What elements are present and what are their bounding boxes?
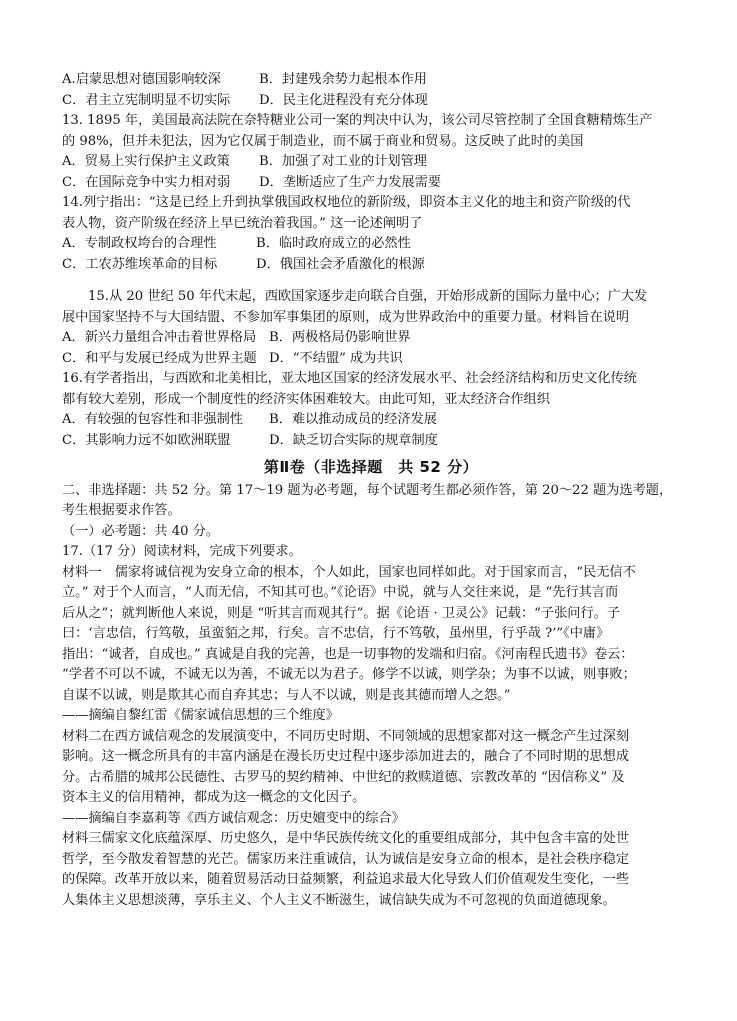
q12-options-row-2 xyxy=(62,91,680,112)
material-3-line: 人集体主义思想淡薄，享乐主义、个人主义不断滋生，诚信缺失成为不可忽视的负面道德现象。 xyxy=(62,892,616,908)
q15-option-a: A．新兴力量组合冲击着世界格局 xyxy=(62,330,257,345)
material-2 xyxy=(62,727,680,830)
q12-options-row-1 xyxy=(62,70,680,91)
q13-option-b: B．加强了对工业的计划管理 xyxy=(259,154,427,169)
q16-options-row-2 xyxy=(62,431,680,452)
q14-option-b: B．临时政府成立的必然性 xyxy=(256,236,411,251)
q14-stem-line-1: 14.列宁指出：“这是已经上升到执掌俄国政权地位的新阶级，即资本主义化的地主和资产阶级的代 xyxy=(62,195,631,210)
q15-stem-line-2: 展中国家坚持不与大国结盟、不参加军事集团的原则，成为世界政治中的重要力量。材料旨在说明 xyxy=(62,309,630,325)
material-3 xyxy=(62,829,680,911)
q13-option-c: C．在国际竞争中实力相对弱 xyxy=(62,174,231,190)
q12-option-a: A.启蒙思想对德国影响较深 xyxy=(62,72,221,87)
q12-option-d: D．民主化进程没有充分体现 xyxy=(259,92,428,108)
q16-option-b: B．难以推动成员的经济发展 xyxy=(269,412,437,427)
part2-instruction-line-1: 二、非选择题：共 52 分。第 17～19 题为必考题，每个试题考生都必须作答，第 20～22 题为选考题， xyxy=(62,482,673,498)
q15-option-d: D．“不结盟” 成为共识 xyxy=(269,350,403,366)
section-title: 第Ⅱ卷（非选择题 共 52 分） xyxy=(263,458,479,476)
q13-stem-line-2: 的 98%，但并未犯法，因为它仅属于制造业，而不属于商业和贸易。这反映了此时的美国 xyxy=(62,133,584,149)
q15-options-row-1 xyxy=(62,328,680,349)
q15-option-b: B．两极格局仍影响世界 xyxy=(269,330,411,345)
material-1-source: ——摘编自黎红雷《儒家诚信思想的三个维度》 xyxy=(62,708,339,723)
q15-stem-line-1: 15.从 20 世纪 50 年代末起，西欧国家逐步走向联合自强，开始形成新的国际力量中心；广大发 xyxy=(88,289,648,304)
material-1-line: 后从之”；就判断他人来说，则是 “听其言而观其行”。据《论语 · 卫灵公》记载：“子张问行。子 xyxy=(62,605,621,621)
material-2-line: 影响。这一概念所具有的丰富内涵是在漫长历史过程中逐步添加进去的，融合了不同时期的思想成 xyxy=(62,749,630,764)
material-1-line: 自谋不以诚，则是欺其心而自弃其忠；与人不以诚，则是丧其德而增人之怨。” xyxy=(62,687,511,703)
material-2-line: 资本主义的信用精神，都成为这一概念的文化因子。 xyxy=(62,790,366,805)
q14-option-d: D．俄国社会矛盾激化的根源 xyxy=(256,256,425,272)
q16-options-row-1 xyxy=(62,410,680,431)
q15-options-row-2 xyxy=(62,349,680,370)
required-questions-heading: （一）必考题：共 40 分。 xyxy=(62,523,220,539)
q14-options-row-1 xyxy=(62,234,680,255)
q17-heading: 17.（17 分）阅读材料，完成下列要求。 xyxy=(62,544,302,559)
material-1-line: 曰：‘言忠信，行笃敬，虽蛮貊之邦，行矣。言不忠信，行不笃敬，虽州里，行乎哉 ?’”《中庸》 xyxy=(62,626,610,641)
q12-option-b: B．封建残余势力起根本作用 xyxy=(259,72,427,87)
material-1-line: 材料一 儒家将诚信视为安身立命的根本，个人如此，国家也同样如此。对于国家而言，“民无信不 xyxy=(62,564,636,580)
q14-stem-line-2: 表人物，资产阶级在经济上早已统治着我国。” 这一论述阐明了 xyxy=(62,215,423,231)
q13-option-a: A．贸易上实行保护主义政策 xyxy=(62,154,230,169)
q13-stem-line-1: 13. 1895 年，美国最高法院在奈特糖业公司一案的判决中认为，该公司尽管控制了全国食糖精炼生产 xyxy=(62,113,653,128)
q14-option-c: C．工农苏维埃革命的目标 xyxy=(62,256,218,272)
q16-stem-line-2: 都有较大差别，形成一个制度性的经济实体困难较大。由此可知，亚太经济合作组织 xyxy=(62,391,550,407)
exam-page xyxy=(62,70,680,911)
q14-option-a: A．专制政权垮台的合理性 xyxy=(62,236,217,251)
q14-options-row-2 xyxy=(62,255,680,276)
q13-option-d: D．垄断适应了生产力发展需要 xyxy=(259,174,442,190)
material-1-line: 指出：“诚者，自成也。” 真诚是自我的完善，也是一切事物的发端和归宿。《河南程氏遗书》卷云： xyxy=(62,646,634,662)
material-3-line: 哲学，至今散发着智慧的光芒。儒家历来注重诚信，认为诚信是安身立命的根本，是社会秩序稳定 xyxy=(62,851,630,867)
material-2-line: 分。古希腊的城邦公民德性、古罗马的契约精神、中世纪的救赎道德、宗教改革的 “因信称义” 及 xyxy=(62,769,625,785)
q12-option-c: C．君主立宪制明显不切实际 xyxy=(62,92,231,108)
q16-option-d: D．缺乏切合实际的规章制度 xyxy=(269,432,438,448)
part2-instruction-line-2: 考生根据要求作答。 xyxy=(62,503,181,518)
material-1-line: “学者不可以不诚，不诚无以为善，不诚无以为君子。修学不以诚，则学杂；为事不以诚，则事败； xyxy=(62,667,636,682)
q13-options-row-1 xyxy=(62,152,680,173)
material-3-line: 的保障。改革开放以来，随着贸易活动日益频繁，利益追求最大化导致人们价值观发生变化，一些 xyxy=(62,872,630,887)
material-1-line: 立。” 对于个人而言，“人而无信，不知其可也。”《论语》中说，就与人交往来说，是 “先行其言而 xyxy=(62,585,619,600)
material-3-line: 材料三儒家文化底蕴深厚、历史悠久，是中华民族传统文化的重要组成部分，其中包含丰富的处世 xyxy=(62,831,630,846)
q16-option-a: A．有较强的包容性和非强制性 xyxy=(62,412,243,427)
material-2-source: ——摘编自李嘉莉等《西方诚信观念：历史嬗变中的综合》 xyxy=(62,810,405,826)
q16-option-c: C．其影响力远不如欧洲联盟 xyxy=(62,432,231,448)
q16-stem-line-1: 16.有学者指出，与西欧和北美相比，亚太地区国家的经济发展水平、社会经济结构和历史文化传统 xyxy=(62,371,637,386)
material-2-line: 材料二在西方诚信观念的发展演变中，不同历史时期、不同领域的思想家都对这一概念产生过深刻 xyxy=(62,728,630,744)
material-1 xyxy=(62,563,680,727)
q15-option-c: C．和平与发展已经成为世界主题 xyxy=(62,350,257,366)
q13-options-row-2 xyxy=(62,173,680,194)
